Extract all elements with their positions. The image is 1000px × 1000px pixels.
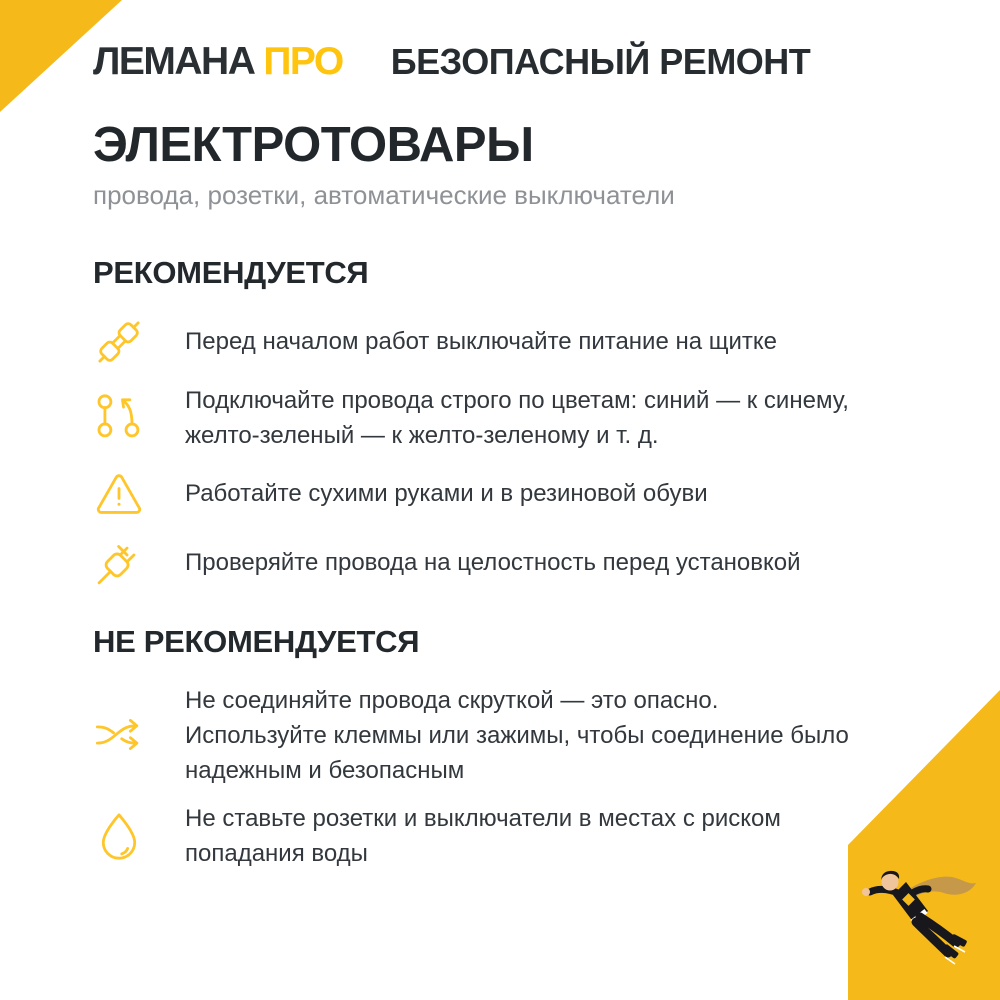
guideline-item xyxy=(93,314,953,370)
guideline-text: Не ставьте розетки и выключатели в местах с риском попадания воды xyxy=(185,804,781,867)
page-title: ЭЛЕКТРОТОВАРЫ xyxy=(93,118,534,172)
warning-icon xyxy=(93,466,145,522)
guideline-text: Работайте сухими руками и в резиновой обуви xyxy=(185,480,708,508)
corner-decoration-bottom-right xyxy=(848,690,1000,1000)
shuffle-arrows-icon xyxy=(93,707,145,763)
guideline-item xyxy=(93,535,953,591)
guideline-item xyxy=(93,466,953,522)
plug-check-icon xyxy=(93,535,145,591)
guideline-text: Подключайте провода строго по цветам: синий — к синему, желто-зеленый — к желто-зеленому и т. д. xyxy=(185,386,849,449)
lemana-pro-logo xyxy=(93,40,343,84)
header xyxy=(93,40,940,84)
wire-color-match-icon xyxy=(93,390,145,446)
campaign-title: БЕЗОПАСНЫЙ РЕМОНТ xyxy=(390,41,811,82)
page-subtitle: провода, розетки, автоматические выключатели xyxy=(93,180,675,211)
guideline-item xyxy=(93,383,953,453)
guideline-item xyxy=(93,801,953,871)
guideline-item xyxy=(93,683,953,788)
logo-text-lemana: ЛЕМАНА xyxy=(93,40,255,83)
section-recommended-heading: РЕКОМЕНДУЕТСЯ xyxy=(93,254,369,290)
logo-text-pro: ПРО xyxy=(263,40,343,83)
guideline-text: Проверяйте провода на целостность перед установкой xyxy=(185,549,801,577)
plug-disconnected-icon xyxy=(93,314,145,370)
section-recommended xyxy=(93,256,953,591)
section-not-recommended-heading: НЕ РЕКОМЕНДУЕТСЯ xyxy=(93,623,420,659)
section-not-recommended xyxy=(93,625,953,871)
content xyxy=(93,120,953,871)
guideline-text: Перед началом работ выключайте питание на щитке xyxy=(185,328,777,356)
guideline-text: Не соединяйте провода скруткой — это опасно. Используйте клеммы или зажимы, чтобы соединение было надежным и безопасным xyxy=(185,686,849,784)
water-drop-icon xyxy=(93,808,145,864)
